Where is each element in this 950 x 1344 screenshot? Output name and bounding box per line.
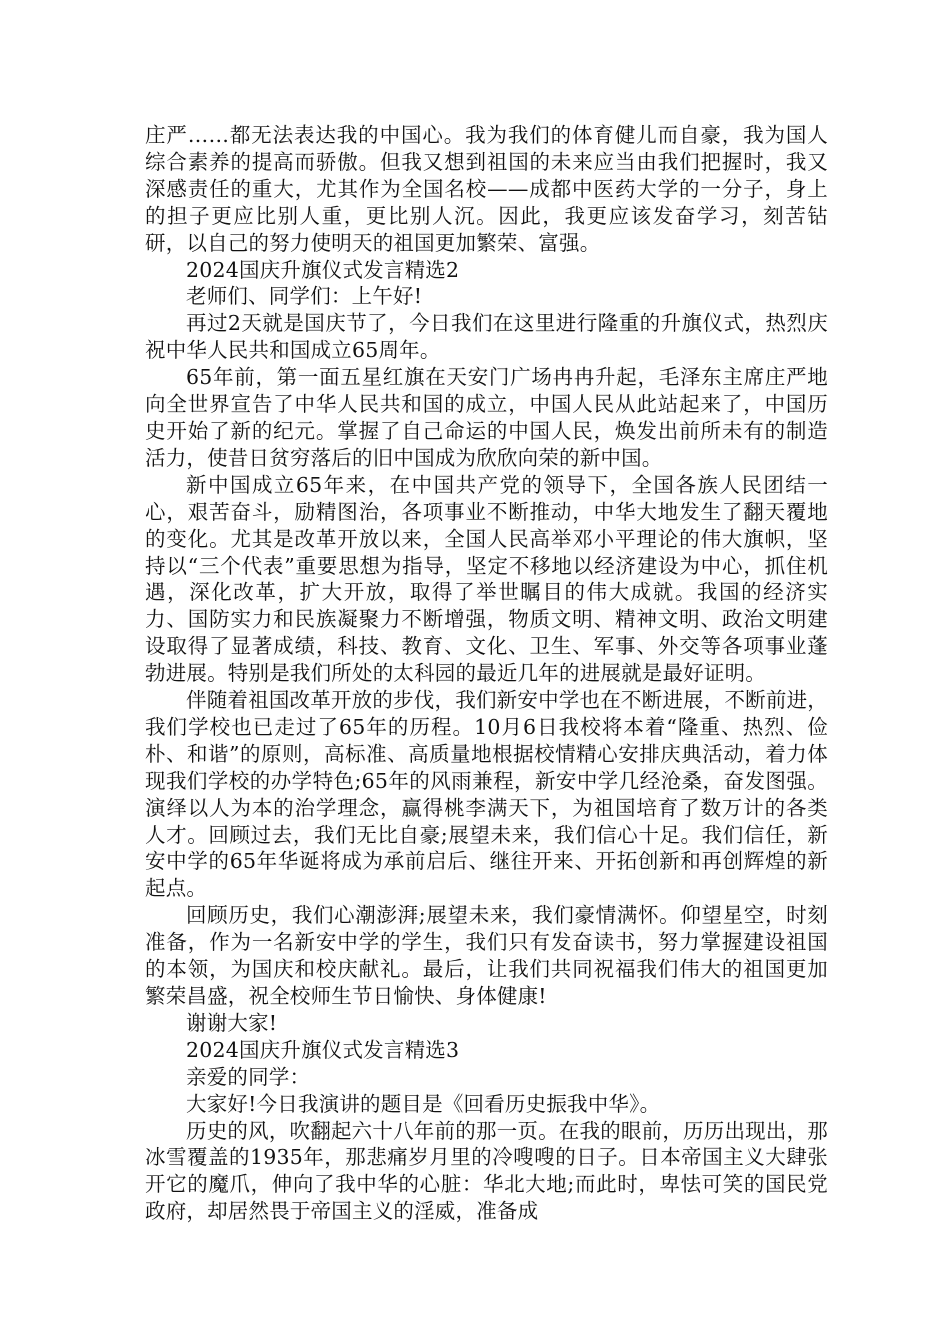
section-heading: 2024国庆升旗仪式发言精选3 — [186, 1037, 460, 1062]
paragraph: 回顾历史，我们心潮澎湃;展望未来，我们豪情满怀。仰望星空，时刻准备，作为一名新安中学的学生，我们只有发奋读书，努力掌握建设祖国的本领，为国庆和校庆献礼。最后，让我们共同祝福我们伟大的祖国更加繁荣昌盛，祝全校师生节日愉快、身体健康! — [145, 903, 828, 1008]
document-body — [145, 122, 828, 1225]
salutation: 老师们、同学们：上午好! — [186, 284, 423, 309]
paragraph: 大家好!今日我演讲的题目是《回看历史振我中华》。 — [186, 1091, 661, 1116]
paragraph: 新中国成立65年来，在中国共产党的领导下，全国各族人民团结一心，艰苦奋斗，励精图治，各项事业不断推动，中华大地发生了翻天覆地的变化。尤其是改革开放以来，全国人民高举邓小平理论的伟大旗帜，坚持以“三个代表”重要思想为指导，坚定不移地以经济建设为中心，抓住机遇，深化改革，扩大开放，取得了举世瞩目的伟大成就。我国的经济实力、国防实力和民族凝聚力不断增强，物质文明、精神文明、政治文明建设取得了显著成绩，科技、教育、文化、卫生、军事、外交等各项事业蓬勃进展。特别是我们所处的太科园的最近几年的进展就是最好证明。 — [145, 472, 828, 686]
salutation: 亲爱的同学： — [186, 1064, 311, 1089]
paragraph: 历史的风，吹翻起六十八年前的那一页。在我的眼前，历历出现出，那冰雪覆盖的1935年，那悲痛岁月里的冷嗖嗖的日子。日本帝国主义大肆张开它的魔爪，伸向了我中华的心脏：华北大地;而此时，卑怯可笑的国民党政府，却居然畏于帝国主义的淫威，准备成 — [145, 1118, 828, 1224]
section-heading: 2024国庆升旗仪式发言精选2 — [186, 257, 460, 282]
paragraph: 庄严……都无法表达我的中国心。我为我们的体育健儿而自豪，我为国人综合素养的提高而骄傲。但我又想到祖国的未来应当由我们把握时，我又深感责任的重大，尤其作为全国名校——成都中医药大学的一分子，身上的担子更应比别人重，更比别人沉。因此，我更应该发奋学习，刻苦钻研，以自己的努力使明天的祖国更加繁荣、富强。 — [145, 123, 828, 255]
paragraph: 再过2天就是国庆节了，今日我们在这里进行隆重的升旗仪式，热烈庆祝中华人民共和国成立65周年。 — [145, 311, 828, 363]
closing-line: 谢谢大家! — [186, 1010, 278, 1035]
paragraph: 65年前，第一面五星红旗在天安门广场冉冉升起，毛泽东主席庄严地向全世界宣告了中华人民共和国的成立，中国人民从此站起来了，中国历史开始了新的纪元。掌握了自己命运的中国人民，焕发出前所未有的制造活力，使昔日贫穷落后的旧中国成为欣欣向荣的新中国。 — [145, 365, 828, 470]
paragraph: 伴随着祖国改革开放的步伐，我们新安中学也在不断进展，不断前进，我们学校也已走过了65年的历程。10月6日我校将本着“隆重、热烈、俭朴、和谐”的原则，高标准、高质量地根据校情精心安排庆典活动，着力体现我们学校的办学特色;65年的风雨兼程，新安中学几经沧桑，奋发图强。演绎以人为本的治学理念，赢得桃李满天下，为祖国培育了数万计的各类人才。回顾过去，我们无比自豪;展望未来，我们信心十足。我们信任，新安中学的65年华诞将成为承前启后、继往开来、开拓创新和再创辉煌的新起点。 — [145, 688, 828, 901]
